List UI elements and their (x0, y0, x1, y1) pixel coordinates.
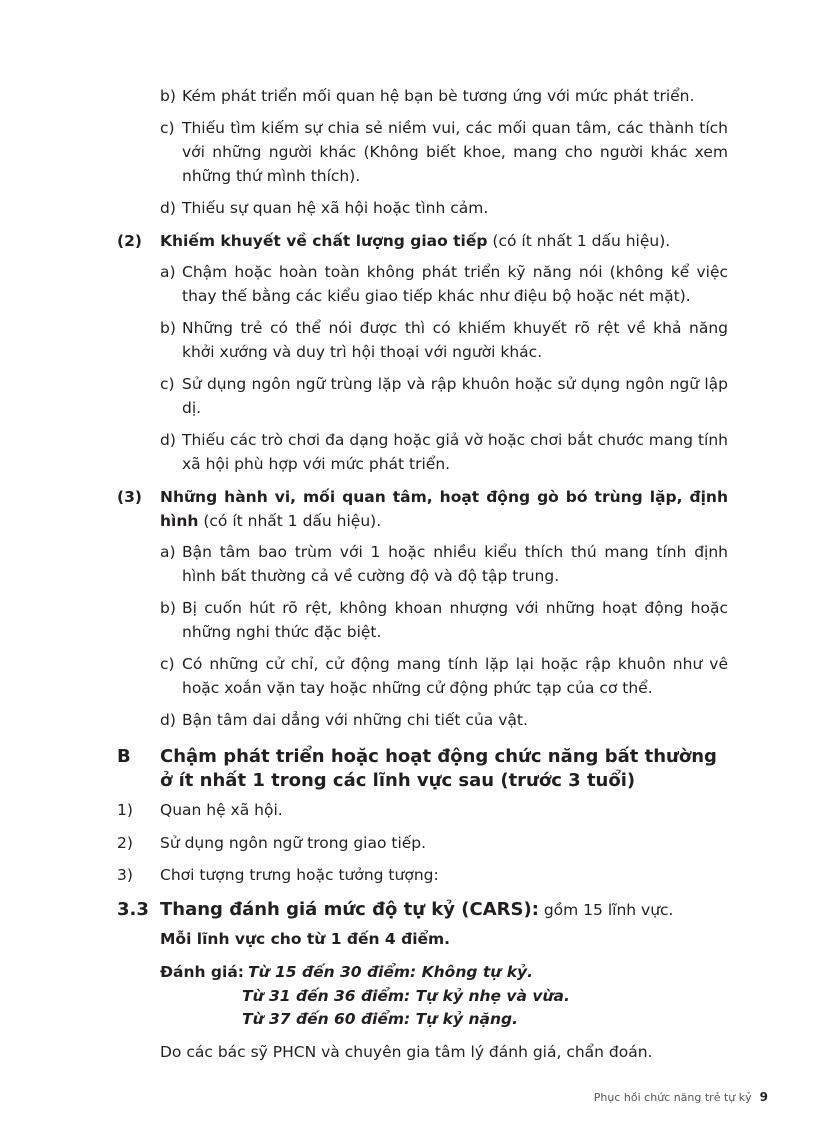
list-item: Quan hệ xã hội. (160, 801, 283, 819)
section-title: Chậm phát triển hoặc hoạt động chức năng bất thường ở ít nhất 1 trong các lĩnh vực sau (trước 3 tuổi) (160, 746, 717, 791)
item-label: a) (160, 543, 176, 561)
list-item (160, 372, 728, 420)
item-label: b) (160, 319, 176, 337)
item-text: Thiếu tìm kiếm sự chia sẻ niềm vui, các mối quan tâm, các thành tích với những người khác (Không biết khoe, mang cho người khác xem những thứ mình thích). (182, 119, 728, 185)
item-label: d) (160, 199, 176, 217)
list-item (160, 708, 728, 732)
item-text: Thiếu các trò chơi đa dạng hoặc giả vờ hoặc chơi bắt chước mang tính xã hội phù hợp với mức phát triển. (182, 431, 728, 473)
page-number: 9 (759, 1090, 768, 1104)
running-title: Phục hồi chức năng trẻ tự kỷ (593, 1091, 752, 1104)
list-number: 2) (117, 834, 133, 852)
scoring-line: Từ 37 đến 60 điểm: Tự kỷ nặng. (242, 1010, 518, 1028)
item-label: c) (160, 655, 175, 673)
item-label: a) (160, 263, 176, 281)
section-title: Thang đánh giá mức độ tự kỷ (CARS): (160, 899, 539, 920)
list-number: 1) (117, 801, 133, 819)
scoring-line: Từ 31 đến 36 điểm: Tự kỷ nhẹ và vừa. (242, 987, 570, 1005)
section-title-suffix: gồm 15 lĩnh vực. (538, 901, 674, 919)
list-item (160, 84, 728, 108)
list-item (160, 596, 728, 644)
item-label: b) (160, 599, 176, 617)
group-suffix: (có ít nhất 1 dấu hiệu). (487, 232, 671, 250)
item-label: c) (160, 375, 175, 393)
section-letter: B (117, 746, 131, 767)
item-label: c) (160, 119, 175, 137)
item-label: d) (160, 431, 176, 449)
list-item (160, 428, 728, 476)
page-footer (594, 1090, 768, 1104)
list-item: Sử dụng ngôn ngữ trong giao tiếp. (160, 834, 427, 852)
list-number: 3) (117, 866, 133, 884)
item-text: Những trẻ có thể nói được thì có khiếm khuyết rõ rệt về khả năng khởi xướng và duy trì hội thoại với người khác. (182, 319, 728, 361)
scoring-label: Đánh giá: (160, 963, 244, 981)
group-number: (2) (117, 232, 142, 250)
list-item (160, 196, 728, 220)
group-title: Những hành vi, mối quan tâm, hoạt động gò bó trùng lặp, định hình (160, 488, 728, 530)
item-label: d) (160, 711, 176, 729)
section-subtitle: Mỗi lĩnh vực cho từ 1 đến 4 điểm. (160, 930, 451, 948)
list-item (160, 652, 728, 700)
group-heading (160, 229, 728, 253)
item-text: Bị cuốn hút rõ rệt, không khoan nhượng với những hoạt động hoặc những nghi thức đặc biệt. (182, 599, 728, 641)
item-text: Sử dụng ngôn ngữ trùng lặp và rập khuôn hoặc sử dụng ngôn ngữ lập dị. (182, 375, 728, 417)
scoring-line: Từ 15 đến 30 điểm: Không tự kỷ. (248, 963, 534, 981)
list-item (160, 116, 728, 188)
item-text: Thiếu sự quan hệ xã hội hoặc tình cảm. (182, 199, 489, 217)
item-text: Có những cử chỉ, cử động mang tính lặp lại hoặc rập khuôn như vê hoặc xoắn vặn tay hoặc những cử động phức tạp của cơ thể. (182, 655, 728, 697)
group-title: Khiếm khuyết về chất lượng giao tiếp (160, 232, 488, 250)
item-text: Bận tâm dai dẳng với những chi tiết của vật. (182, 711, 528, 729)
list-item (160, 260, 728, 308)
item-text: Bận tâm bao trùm với 1 hoặc nhiều kiểu thích thú mang tính định hình bất thường cả về cường độ và độ tập trung. (182, 543, 728, 585)
list-item: Chơi tượng trưng hoặc tưởng tượng: (160, 866, 439, 884)
group-heading (160, 485, 728, 533)
section-number: 3.3 (117, 899, 149, 920)
list-item (160, 540, 728, 588)
group-suffix: (có ít nhất 1 dấu hiệu). (198, 512, 382, 530)
group-number: (3) (117, 488, 142, 506)
list-item (160, 316, 728, 364)
section-heading (160, 898, 760, 922)
section-note: Do các bác sỹ PHCN và chuyên gia tâm lý đánh giá, chẩn đoán. (160, 1043, 653, 1061)
item-label: b) (160, 87, 176, 105)
item-text: Chậm hoặc hoàn toàn không phát triển kỹ năng nói (không kể việc thay thế bằng các kiểu giao tiếp khác như điệu bộ hoặc nét mặt). (182, 263, 728, 305)
item-text: Kém phát triển mối quan hệ bạn bè tương ứng với mức phát triển. (182, 87, 695, 105)
